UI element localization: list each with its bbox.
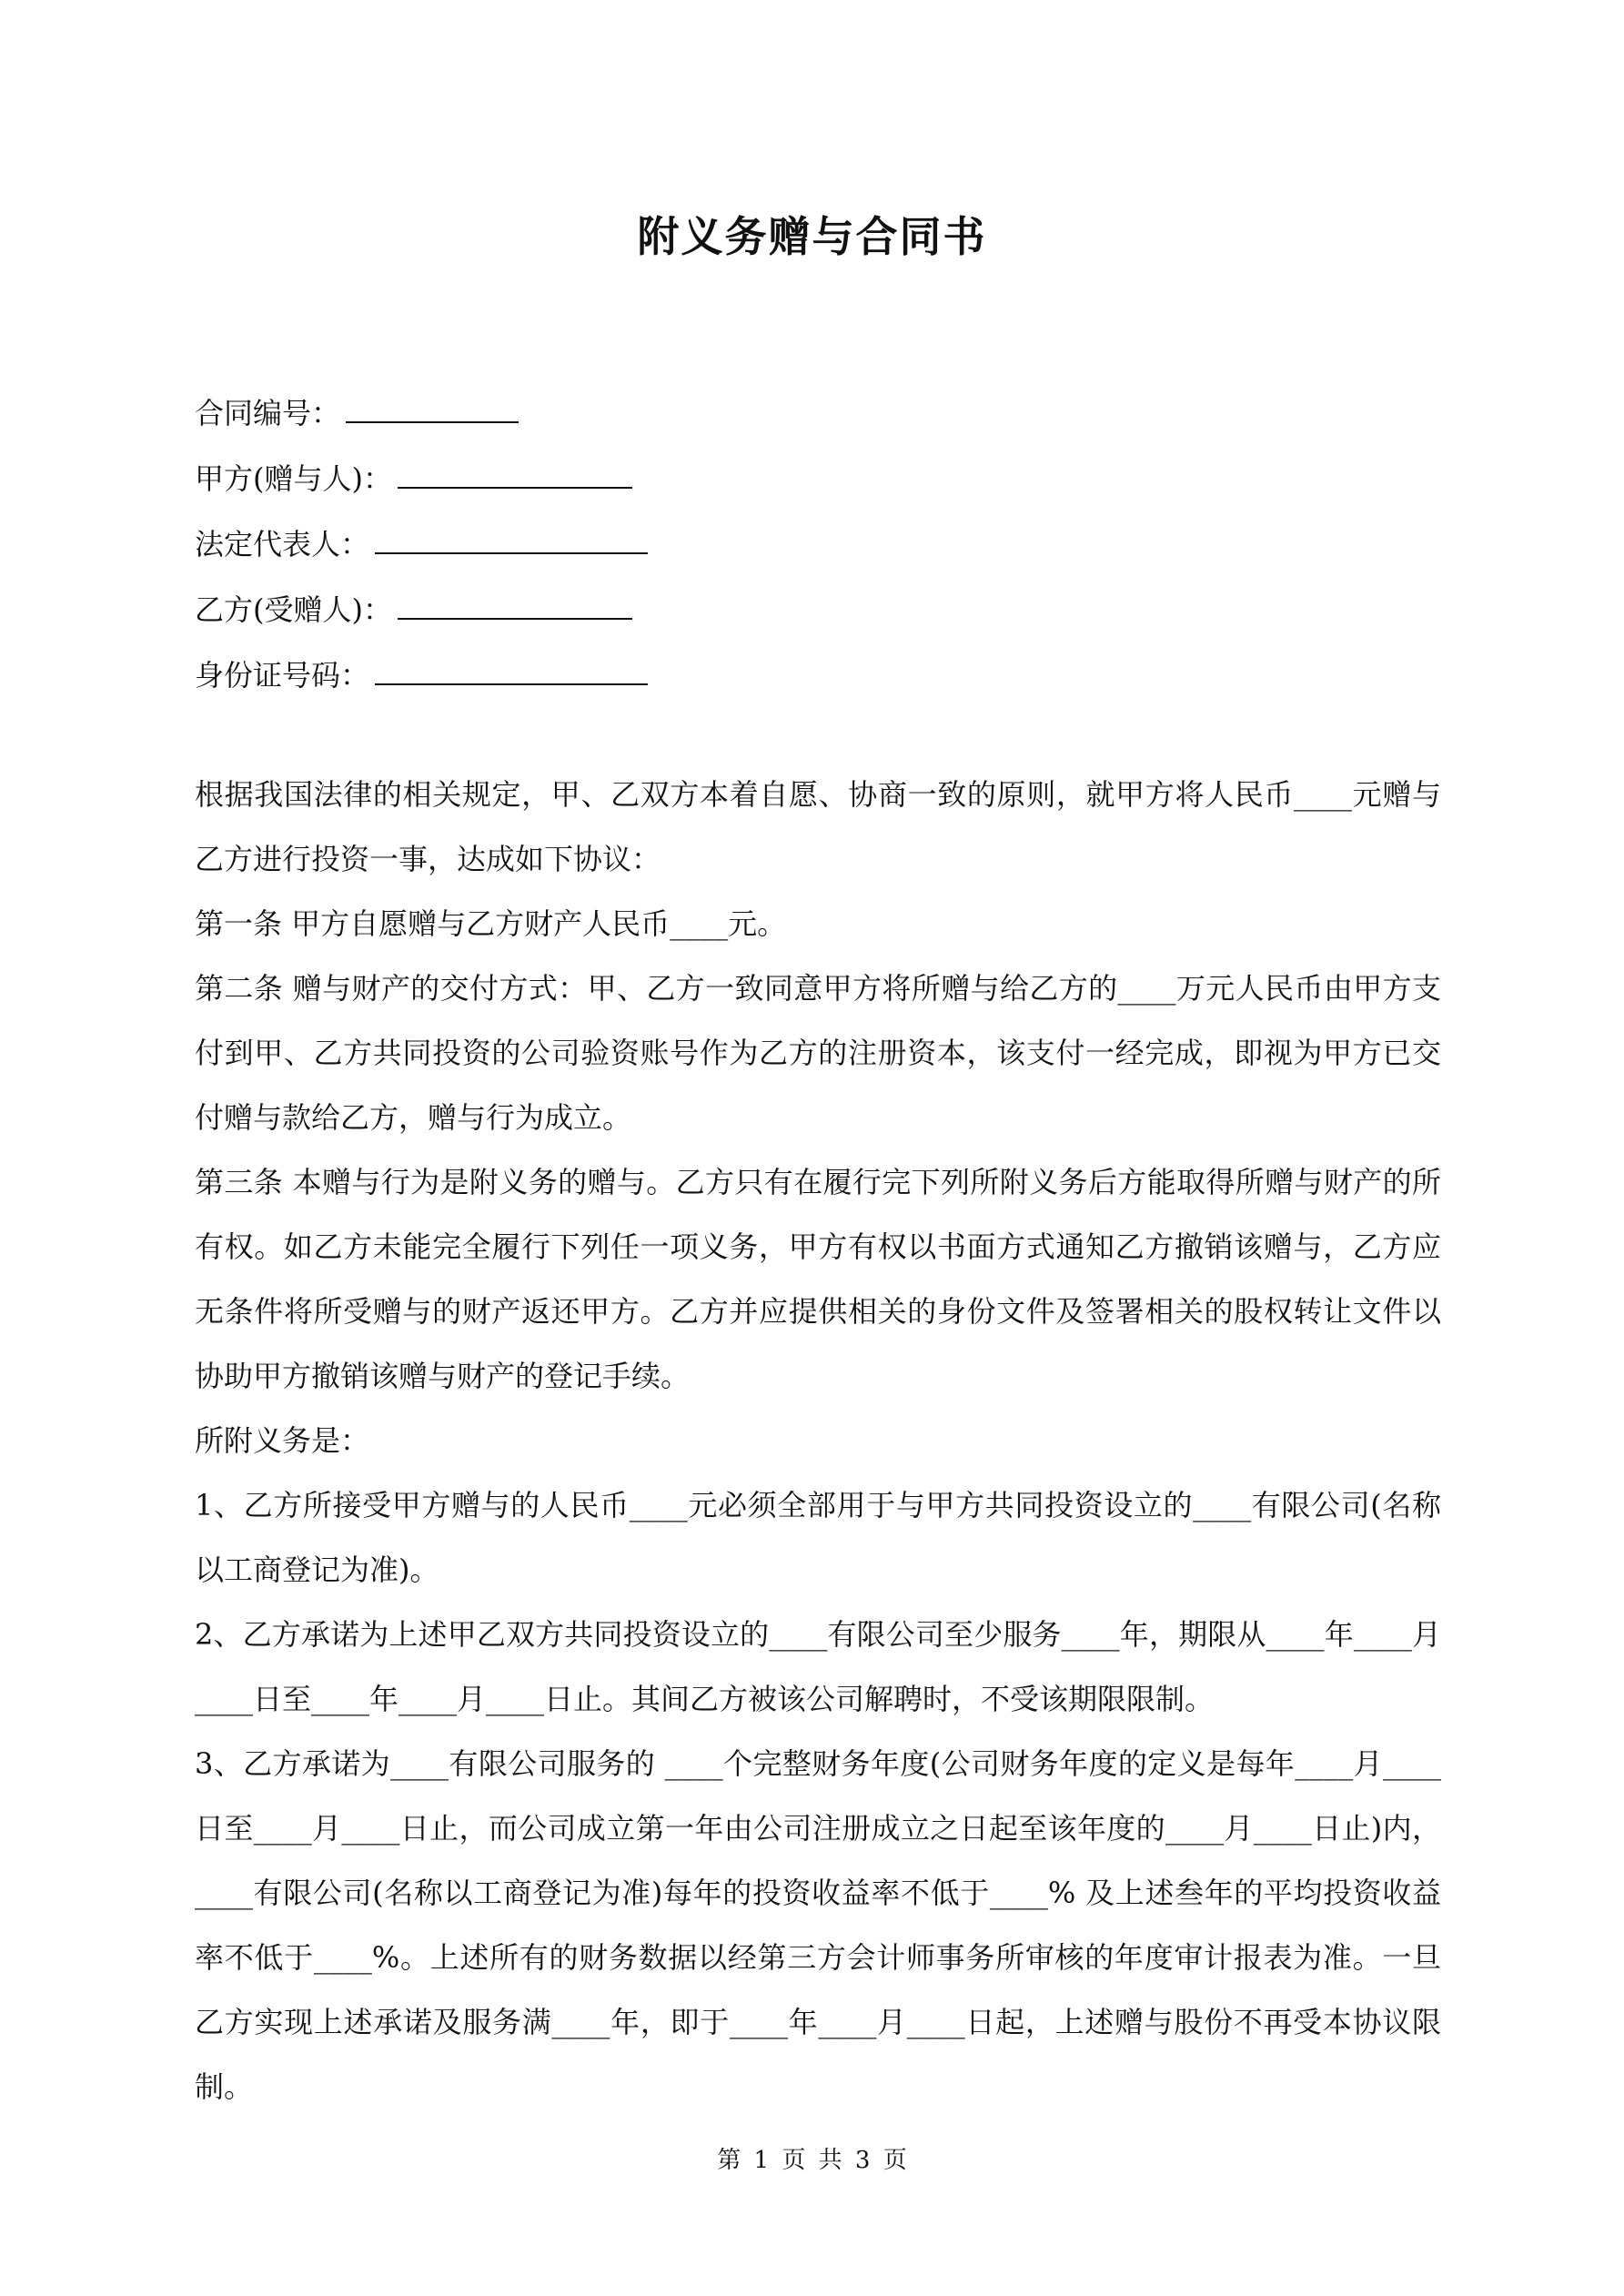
paragraph-obligation-2: 2、乙方承诺为上述甲乙双方共同投资设立的____有限公司至少服务____年，期限从____年____月____日至____年____月____日止。其间乙方被该公司解聘时，不受该期限限制。	[195, 1617, 1441, 1716]
field-party-b	[195, 577, 1468, 642]
blank-line	[346, 403, 519, 423]
blank-line	[375, 534, 648, 554]
paragraph-obligation-3: 3、乙方承诺为____有限公司服务的 ____个完整财务年度(公司财务年度的定义是每年____月____日至____月____日止，而公司成立第一年由公司注册成立之日起至该年度的____月____日止)内，____有限公司(名称以工商登记为准)每年的投资收益率不低于____% 及上述叁年的平均投资收益率不低于____%。上述所有的财务数据以经第三方会计师事务所审核的年度审计报表为准。一旦乙方实现上述承诺及服务满____年，即于____年____月____日起，上述赠与股份不再受本协议限制。	[195, 1746, 1441, 2104]
blank-line	[375, 665, 648, 685]
blank-line	[398, 469, 632, 489]
field-contract-number	[195, 380, 1468, 446]
paragraph-preamble: 根据我国法律的相关规定，甲、乙双方本着自愿、协商一致的原则，就甲方将人民币____元赠与乙方进行投资一事，达成如下协议：	[195, 777, 1441, 876]
paragraph-article-3: 第三条 本赠与行为是附义务的赠与。乙方只有在履行完下列所附义务后方能取得所赠与财产的所有权。如乙方未能完全履行下列任一项义务，甲方有权以书面方式通知乙方撤销该赠与，乙方应无条件将所受赠与的财产返还甲方。乙方并应提供相关的身份文件及签署相关的股权转让文件以协助甲方撤销该赠与财产的登记手续。	[195, 1165, 1441, 1393]
field-label: 甲方(赠与人)：	[195, 461, 392, 496]
paragraph-obligations-heading: 所附义务是：	[195, 1423, 370, 1458]
document-title: 附义务赠与合同书	[637, 212, 987, 261]
field-label: 合同编号：	[195, 396, 341, 430]
party-info-fields	[195, 380, 1468, 708]
field-label: 法定代表人：	[195, 527, 370, 561]
field-party-a	[195, 446, 1468, 511]
paragraph-obligation-1: 1、乙方所接受甲方赠与的人民币____元必须全部用于与甲方共同投资设立的____有限公司(名称以工商登记为准)。	[195, 1488, 1441, 1587]
field-id-number	[195, 642, 1468, 708]
paragraph-article-2: 第二条 赠与财产的交付方式：甲、乙方一致同意甲方将所赠与给乙方的____万元人民币由甲方支付到甲、乙方共同投资的公司验资账号作为乙方的注册资本，该支付一经完成，即视为甲方已交付赠与款给乙方，赠与行为成立。	[195, 971, 1441, 1135]
blank-line	[398, 600, 632, 620]
page-footer: 第 1 页 共 3 页	[717, 2147, 907, 2174]
field-label: 身份证号码：	[195, 658, 370, 693]
contract-body	[195, 763, 1441, 2119]
field-label: 乙方(受赠人)：	[195, 592, 392, 627]
field-legal-representative	[195, 511, 1468, 577]
paragraph-article-1: 第一条 甲方自愿赠与乙方财产人民币____元。	[195, 906, 787, 941]
